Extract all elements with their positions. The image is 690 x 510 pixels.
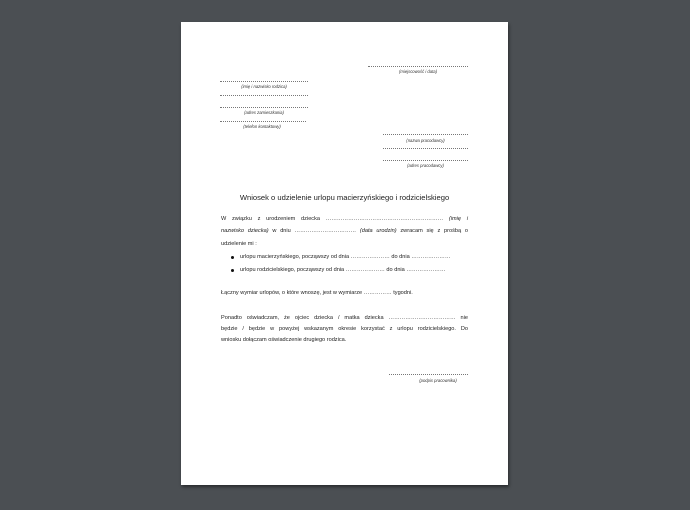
paragraph1-line1	[221, 216, 468, 223]
paragraph1-line2	[221, 228, 468, 235]
employer-name-caption: (nazwa pracodawcy)	[406, 138, 445, 143]
bullet-icon	[231, 269, 234, 272]
applicant-phone-caption: (telefon kontaktowy)	[243, 124, 281, 129]
document-title: Wniosek o udzielenie urlopu macierzyńskiego i rodzicielskiego	[239, 193, 450, 202]
place-date-field[interactable]	[368, 66, 468, 67]
bullet-icon	[231, 256, 234, 259]
paragraph2-line3: wniosku dołączam oświadczenie drugiego rodzica.	[221, 337, 347, 343]
paragraph1-line2-text-1: w dniu ……………………………	[268, 228, 360, 234]
employer-address-field-1[interactable]	[383, 148, 468, 149]
total-leave-line: Łączny wymiar urlopów, o które wnoszę, jest w wymiarze …………… tygodni.	[221, 290, 413, 296]
paragraph1-line2-text-2: zwracam się z prośbą o	[396, 228, 468, 234]
applicant-address-caption: (adres zamieszkania)	[244, 110, 284, 115]
paragraph1-line1-text: W związku z urodzeniem dziecka ………………………………………………………	[221, 216, 449, 222]
applicant-address-field-2[interactable]	[220, 107, 308, 108]
paragraph2-line1: Ponadto oświadczam, że ojciec dziecka / matka dziecka ……………………………… nie	[221, 315, 468, 321]
place-date-caption: (miejscowość i data)	[399, 69, 437, 74]
signature-field[interactable]	[389, 374, 468, 375]
applicant-name-caption: (imię i nazwisko rodzica)	[241, 84, 287, 89]
paragraph2-line2: będzie / będzie w powyżej wskazanym okresie korzystać z urlopu rodzicielskiego. Do	[221, 326, 468, 332]
employer-name-field[interactable]	[383, 134, 468, 135]
document-page	[181, 22, 508, 485]
employer-address-field-2[interactable]	[383, 160, 468, 161]
employer-address-caption: (adres pracodawcy)	[407, 163, 444, 168]
applicant-name-field[interactable]	[220, 81, 308, 82]
paragraph1-line2-italic-2: (data urodzin)	[359, 228, 397, 234]
paragraph1-line1-italic: (imię i	[448, 216, 468, 222]
paragraph1-line2-italic-1: nazwisko dziecka)	[221, 228, 269, 234]
bullet-item-maternity: urlopu macierzyńskiego, począwszy od dnia ………………… do dnia …………………	[240, 254, 451, 260]
applicant-address-field-1[interactable]	[220, 95, 308, 96]
applicant-phone-field[interactable]	[220, 121, 306, 122]
paragraph1-line3: udzielenie mi :	[221, 241, 257, 247]
signature-caption: (podpis pracownika)	[419, 378, 457, 383]
bullet-item-parental: urlopu rodzicielskiego, począwszy od dnia ………………… do dnia …………………	[240, 267, 446, 273]
